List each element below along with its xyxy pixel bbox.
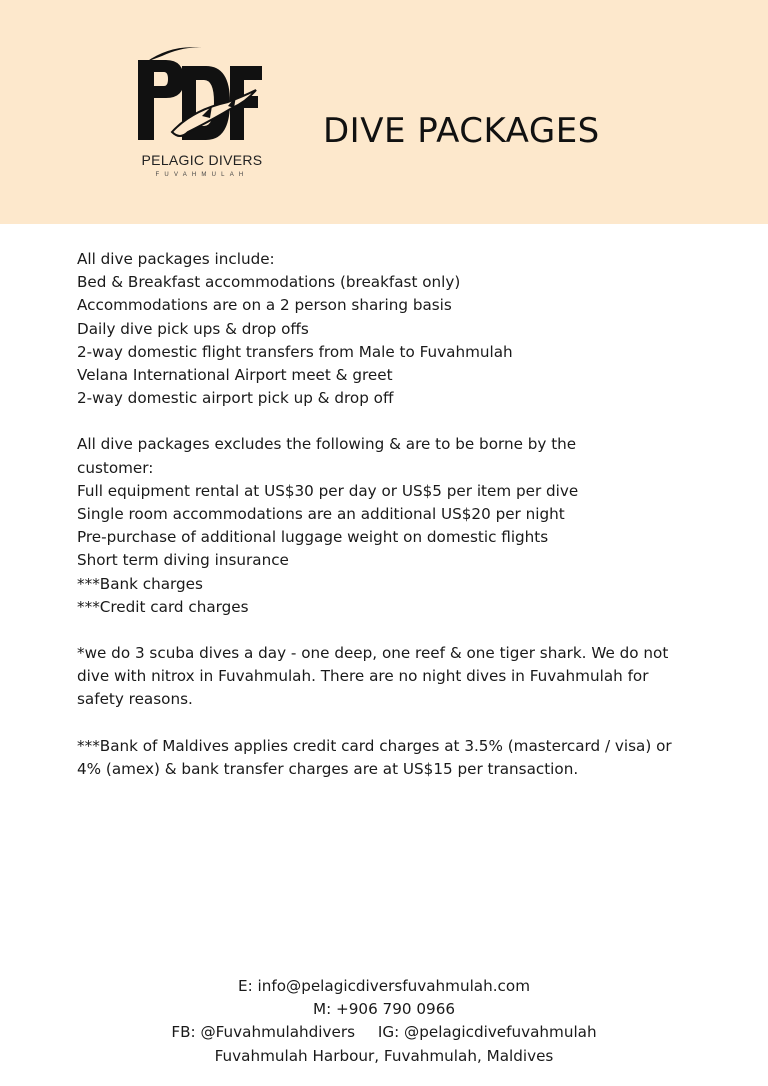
page-title: DIVE PACKAGES	[323, 110, 600, 151]
phone-number[interactable]: M: +906 790 0966	[312, 1000, 456, 1019]
includes-item: Daily dive pick ups & drop offs	[77, 319, 309, 338]
pelagic-divers-logo	[132, 40, 272, 190]
excludes-item: Single room accommodations are an additional US$20 per night	[77, 505, 565, 524]
includes-item: Bed & Breakfast accommodations (breakfast only)	[77, 273, 461, 292]
contact-footer	[0, 975, 768, 1068]
spacer	[77, 712, 717, 735]
excludes-item: Pre-purchase of additional luggage weight on domestic flights	[77, 528, 549, 547]
excludes-item: ***Credit card charges	[77, 597, 249, 616]
email-link[interactable]: E: info@pelagicdiversfuvahmulah.com	[237, 977, 530, 995]
spacer	[77, 410, 717, 433]
header-banner	[0, 0, 768, 224]
dives-note: *we do 3 scuba dives a day - one deep, one reef & one tiger shark. We do not dive with nitrox in Fuvahmulah. There are no night dives in Fuvahmulah for safety reasons.	[77, 644, 669, 709]
bank-charges-note: ***Bank of Maldives applies credit card charges at 3.5% (mastercard / visa) or 4% (amex) & bank transfer charges are at US$15 per transaction.	[77, 736, 672, 778]
logo-brand-name: PELAGIC DIVERS	[141, 152, 263, 168]
facebook-handle[interactable]: FB: @Fuvahmulahdivers	[171, 1023, 356, 1042]
includes-item: 2-way domestic airport pick up & drop off	[77, 389, 394, 408]
includes-item: Accommodations are on a 2 person sharing basis	[77, 296, 452, 315]
address: Fuvahmulah Harbour, Fuvahmulah, Maldives	[214, 1046, 554, 1065]
logo-brand-location: FUVAHMULAH	[155, 172, 249, 178]
spacer	[77, 619, 717, 642]
excludes-item: Short term diving insurance	[77, 551, 289, 570]
social-links	[0, 1021, 768, 1044]
instagram-handle[interactable]: IG: @pelagicdivefuvahmulah	[377, 1023, 597, 1042]
includes-item: 2-way domestic flight transfers from Male to Fuvahmulah	[77, 342, 513, 361]
pdf-monogram-shark-icon	[132, 40, 272, 152]
includes-heading: All dive packages include:	[77, 250, 275, 268]
includes-item: Velana International Airport meet & greet	[77, 366, 393, 385]
main-content	[77, 248, 717, 781]
excludes-heading: All dive packages excludes the following & are to be borne by the customer:	[77, 435, 577, 477]
excludes-item: ***Bank charges	[77, 574, 203, 593]
excludes-item: Full equipment rental at US$30 per day or US$5 per item per dive	[77, 481, 579, 500]
